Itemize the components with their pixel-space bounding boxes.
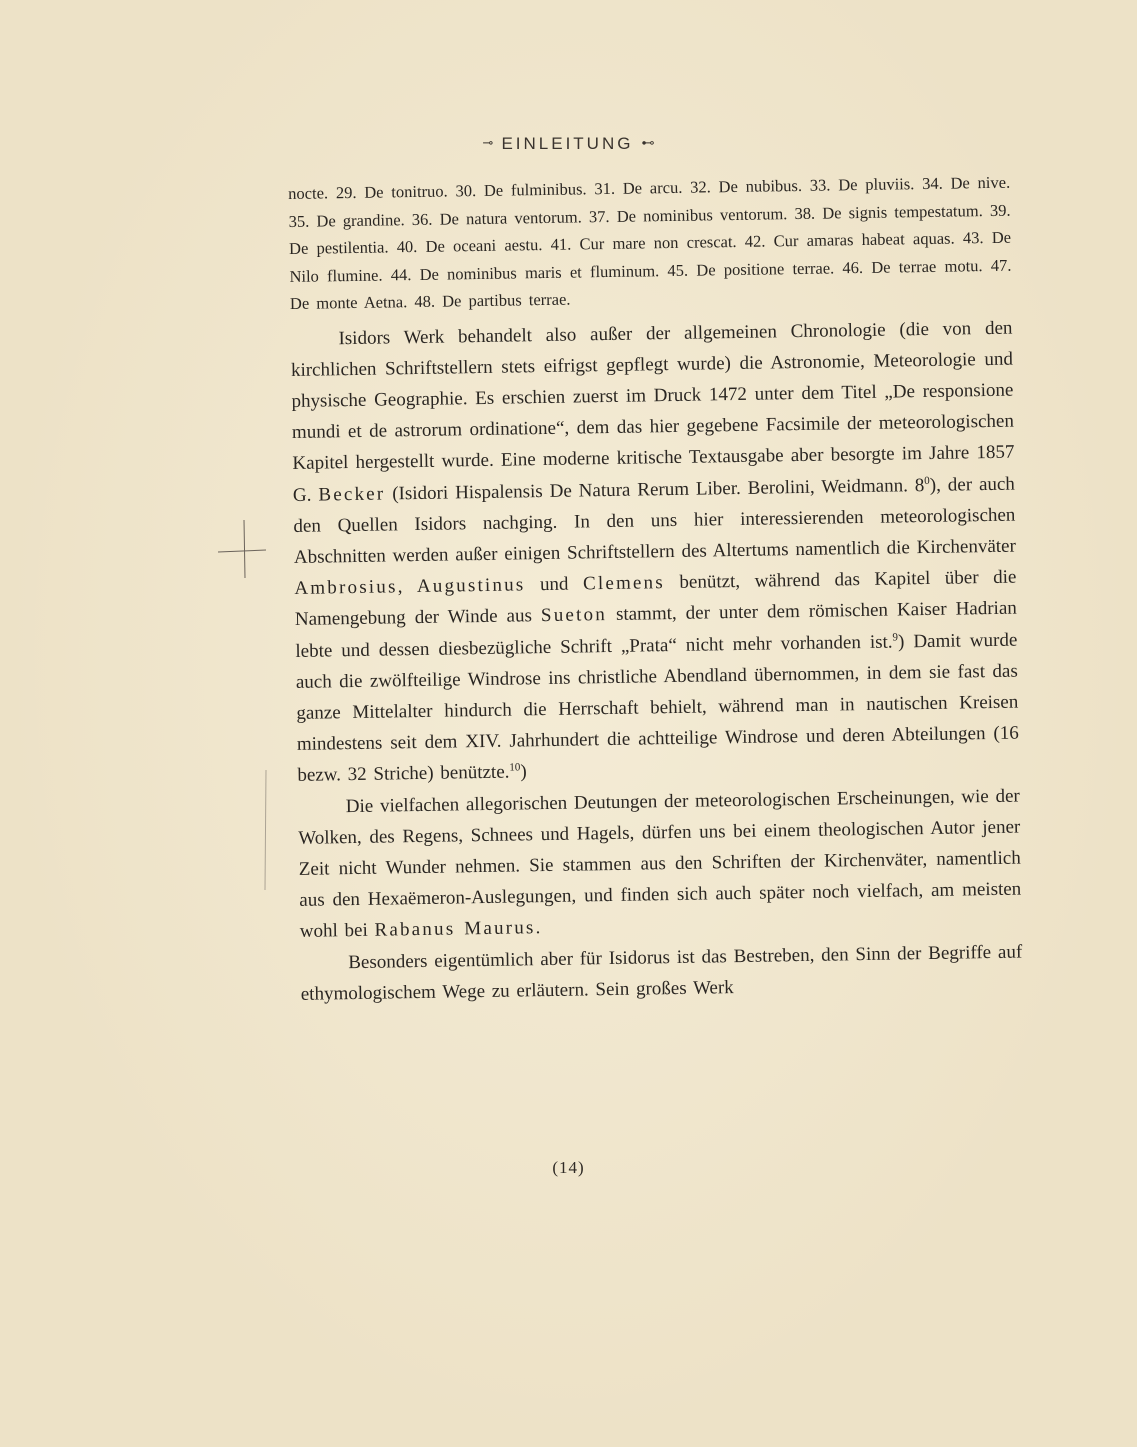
name-rabanus-maurus: Rabanus Maurus	[374, 917, 536, 942]
para1-text-e: und	[525, 573, 584, 596]
para1-text-h: ) Damit wurde auch die zwölfteilige Windrose ins christliche Abendland übernommen, in dem sie fast das ganze Mittelalter hindurch die Herrschaft behielt, während man in nautischen Kreisen mindestens seit dem XIV. Jahrhundert die achtteilige Windrose und deren Abteilungen (16 bezw. 32 Striche) benützte.	[295, 629, 1019, 787]
name-augustinus: Augustinus	[416, 574, 526, 598]
para1-text-f: benützt, während das Kapitel über die Namengebung der Winde aus	[294, 566, 1017, 631]
ornament-right-icon: ⊷	[641, 136, 655, 151]
ornament-left-icon: ⊸	[482, 136, 494, 151]
name-sueton: Sueton	[540, 604, 608, 627]
para2-text-a: Die vielfachen allegorischen Deutungen der meteorologischen Erscheinungen, wie der Wolken, des Regens, Schnees und Hagels, dürfen uns bei einem theologischen Autor jener Zeit nicht Wunder nehmen. Sie stammen aus den Schriften der Kirchenväter, namentlich aus den Hexaëmeron-Auslegungen, und finden sich auch später noch vielfach, am meisten wohl bei	[298, 785, 1022, 943]
para1-text-b: (Isidori Hispalensis De Natura Rerum Liber. Berolini, Weidmann. 8	[385, 474, 925, 505]
margin-line	[262, 770, 270, 890]
paragraph-2	[298, 780, 1022, 947]
name-becker: Becker	[318, 483, 386, 506]
footnote-ref-10: 10	[509, 761, 521, 774]
para1-text-c: ), der auch den Quellen Isidors nachging. In den uns hier interessierenden meteorologischen Abschnitten werden außer einigen Schriftstellern des Altertums namentlich die Kirchenväter	[293, 473, 1017, 568]
body-text	[288, 169, 1023, 1010]
superscript-zero: 0	[924, 474, 930, 487]
para2-text-b: .	[535, 917, 541, 939]
para1-text-i: )	[520, 761, 527, 783]
name-clemens: Clemens	[582, 572, 666, 595]
header-title: EINLEITUNG	[501, 134, 634, 153]
chapter-list: nocte. 29. De tonitruo. 30. De fulminibus. 31. De arcu. 32. De nubibus. 33. De pluviis. 34. De nive. 35. De grandine. 36. De natura ventorum. 37. De nominibus ventorum. 38. De signis tempestatum. 39. De pestilentia. 40. De oceani aestu. 41. Cur mare non crescat. 42. Cur amaras habeat aquas. 43. De Nilo flumine. 44. De nominibus maris et fluminum. 45. De positione terrae. 46. De terrae motu. 47. De monte Aetna. 48. De partibus terrae.	[288, 172, 1012, 313]
paragraph-1	[290, 312, 1019, 791]
footnote-ref-9: 9	[892, 631, 899, 644]
paragraph-3: Besonders eigentümlich aber für Isidorus ist das Bestreben, den Sinn der Begriffe auf ethymologischem Wege zu erläutern. Sein großes Werk	[300, 941, 1023, 1005]
running-header	[0, 134, 1137, 154]
para1-text-d: ,	[397, 576, 418, 598]
name-ambrosius: Ambrosius	[294, 576, 398, 600]
page-number: (14)	[552, 1158, 585, 1177]
para1-text-g: stammt, der unter dem römischen Kaiser Hadrian lebte und dessen diesbezügliche Schrift „Prata“ nicht mehr vorhanden ist.	[295, 597, 1017, 662]
para1-text-a: Isidors Werk behandelt also außer der allgemeinen Chronologie (die von den kirchlichen Schriftstellern stets eifrigst gepflegt wurde) die Astronomie, Meteorologie und physische Geographie. Es erschien zuerst im Druck 1472 unter dem Titel „De responsione mundi et de astrorum ordinatione“, dem das hier gegebene Facsimile der meteorologischen Kapitel hergestellt wurde. Eine moderne kritische Textausgabe aber besorgte im Jahre 1857 G.	[290, 317, 1015, 506]
crop-mark-icon	[218, 520, 266, 578]
